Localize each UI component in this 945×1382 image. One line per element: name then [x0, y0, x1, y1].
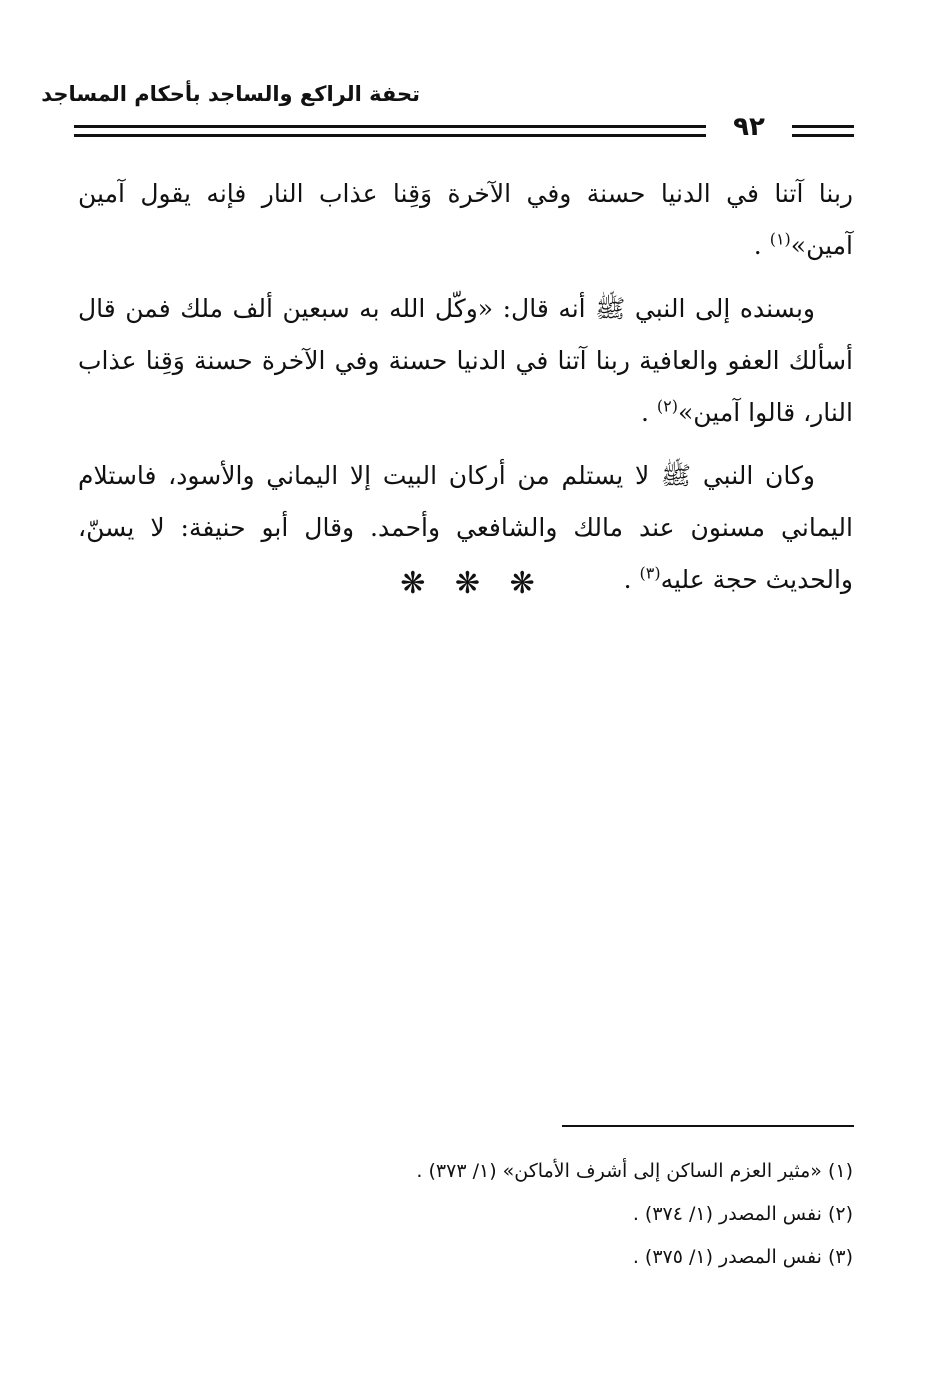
footnote-rule — [562, 1125, 854, 1127]
footnote-1: (١) «مثير العزم الساكن إلى أشرف الأماكن» (١/ ٣٧٣) . — [416, 1160, 853, 1182]
paragraph-2: وبسنده إلى النبي ﷺ أنه قال: «وكّل الله به سبعين ألف ملك فمن قال أسألك العفو والعافية ربنا آتنا في الدنيا حسنة وفي الآخرة حسنة وَقِنا عذاب النار، قالوا آمين»$^{(٢)}$ . — [78, 294, 853, 427]
footnote-ref-3[interactable]: (٣) — [639, 563, 661, 583]
paragraph-1: ربنا آتنا في الدنيا حسنة وفي الآخرة وَقِنا عذاب النار فإنه يقول آمين آمين»$^{(١)}$ . — [78, 179, 853, 260]
paragraph-3: وكان النبي ﷺ لا يستلم من أركان البيت إلا اليماني والأسود، فاستلام اليماني مسنون عند مالك والشافعي وأحمد. وقال أبو حنيفة: لا يسنّ، والحديث حجة عليه$^{(٣)}$ . — [78, 461, 853, 594]
footnotes — [300, 1150, 853, 1279]
footnote-3: (٣) نفس المصدر (١/ ٣٧٥) . — [632, 1246, 853, 1268]
footnote-ref-1[interactable]: (١) — [769, 229, 791, 249]
footnote-ref-2[interactable]: (٢) — [656, 396, 678, 416]
footnote-2: (٢) نفس المصدر (١/ ٣٧٤) . — [632, 1203, 853, 1225]
running-title: تحفة الراكع والساجد بأحكام المساجد — [41, 82, 420, 106]
header-rule-bottom — [74, 134, 706, 137]
body-text — [78, 168, 853, 617]
page-number-rule-bottom — [792, 134, 854, 137]
page-number: ٩٢ — [733, 112, 765, 142]
header-rule-top — [74, 125, 706, 128]
section-separator: ❋ ❋ ❋ — [400, 566, 545, 601]
page-number-rule-top — [792, 125, 854, 128]
